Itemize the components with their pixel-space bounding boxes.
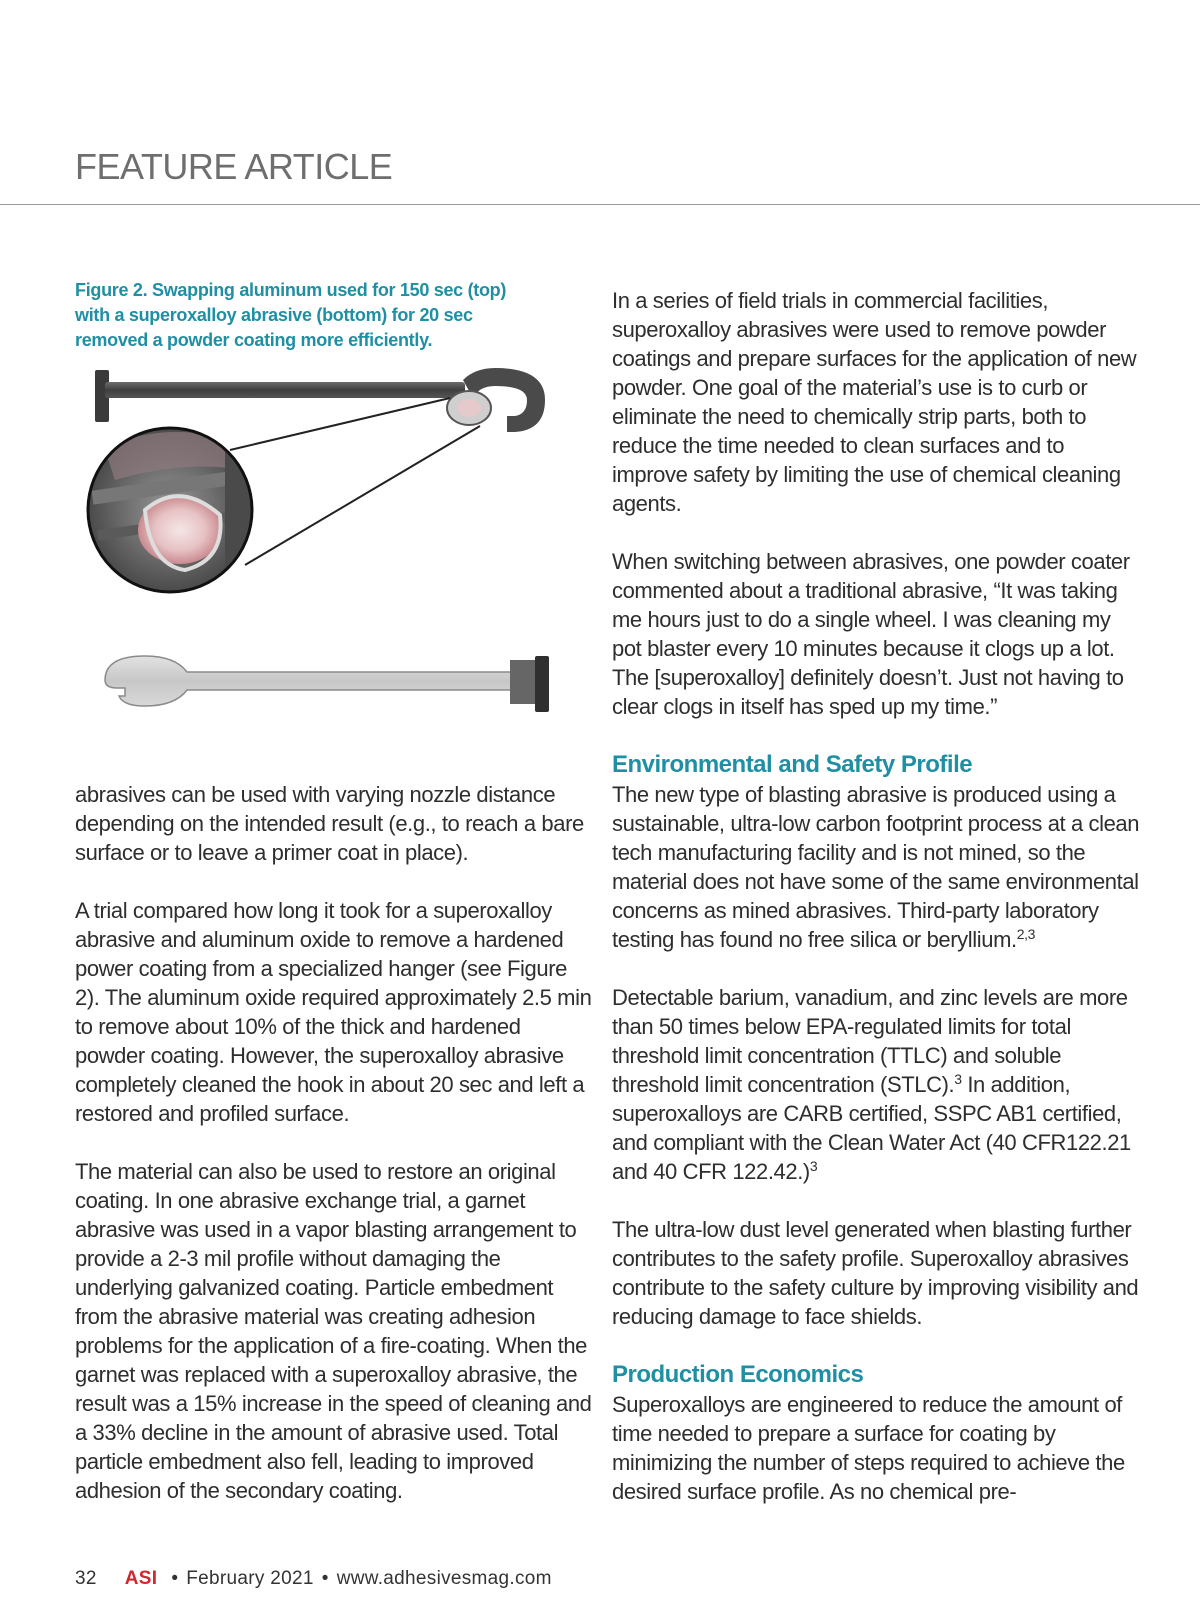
page-footer: 32 ASI • February 2021 • www.adhesivesmag.com bbox=[75, 1568, 552, 1589]
page-number: 32 bbox=[75, 1568, 97, 1589]
paragraph: When switching between abrasives, one powder coater commented about a traditional abrasive, “It was taking me hours just to do a single wheel. I was cleaning my pot blaster every 10 minutes because it clogs up a lot. The [superoxalloy] definitely doesn’t. Just not having to clear clogs in itself has sped up my time.” bbox=[612, 549, 1130, 719]
left-column bbox=[75, 780, 595, 1534]
website: www.adhesivesmag.com bbox=[336, 1568, 552, 1589]
paragraph: In a series of field trials in commercial facilities, superoxalloy abrasives were used to remove powder coatings and prepare surfaces for the application of new powder. One goal of the material’s use is to curb or eliminate the need to chemically strip parts, both to reduce the time needed to clean surfaces and to improve safety by limiting the use of chemical cleaning agents. bbox=[612, 288, 1137, 516]
footnote-ref: 2,3 bbox=[1016, 926, 1035, 942]
figure-caption: Figure 2. Swapping aluminum used for 150 sec (top) with a superoxalloy abrasive (bottom) for 20 sec removed a powder coating more efficiently. bbox=[75, 280, 507, 350]
section-heading: Environmental and Safety Profile bbox=[612, 751, 973, 778]
magazine-name: ASI bbox=[124, 1568, 158, 1589]
paragraph: Detectable barium, vanadium, and zinc levels are more than 50 times below EPA-regulated limits for total threshold limit concentration (TTLC) and soluble threshold limit concentration (STLC).$^3$ In addition, superoxalloys are CARB certified, SSPC AB1 certified, and compliant with the Clean Water Act (40 CFR122.21 and 40 CFR 122.42.)$^3$ bbox=[612, 985, 1131, 1184]
footnote-ref: 3 bbox=[809, 1158, 818, 1174]
issue-date: February 2021 bbox=[186, 1568, 314, 1589]
paragraph: The ultra-low dust level generated when blasting further contributes to the safety profile. Superoxalloy abrasives contribute to the safety culture by improving visibility and reducing damage to face shields. bbox=[612, 1217, 1139, 1329]
section-label: FEATURE ARTICLE bbox=[75, 146, 393, 187]
header-rule bbox=[0, 204, 1200, 205]
coated-hanger bbox=[95, 368, 545, 432]
right-column bbox=[612, 286, 1142, 1535]
paragraph: abrasives can be used with varying nozzle distance depending on the intended result (e.g., to reach a bare surface or to leave a primer coat in place). bbox=[75, 782, 584, 865]
section-heading: Production Economics bbox=[612, 1361, 864, 1388]
paragraph: A trial compared how long it took for a superoxalloy abrasive and aluminum oxide to remove a hardened power coating from a specialized hanger (see Figure 2). The aluminum oxide required approximately 2.5 min to remove about 10% of the thick and hardened powder coating. However, the superoxalloy abrasive completely cleaned the hook in about 20 sec and left a restored and profiled surface. bbox=[75, 898, 592, 1126]
zoom-detail bbox=[88, 428, 257, 592]
figure-2-photo bbox=[75, 360, 575, 750]
cleaned-hanger bbox=[105, 656, 549, 712]
paragraph: The material can also be used to restore an original coating. In one abrasive exchange trial, a garnet abrasive was used in a vapor blasting arrangement to provide a 2-3 mil profile without damaging the underlying galvanized coating. Particle embedment from the abrasive material was creating adhesion problems for the application of a fire-coating. When the garnet was replaced with a superoxalloy abrasive, the result was a 15% increase in the speed of cleaning and a 33% decline in the amount of abrasive used. Total particle embedment also fell, leading to improved adhesion of the secondary coating. bbox=[75, 1159, 592, 1503]
footnote-ref: 3 bbox=[954, 1071, 962, 1087]
paragraph: The new type of blasting abrasive is produced using a sustainable, ultra-low carbon footprint process at a clean tech manufacturing facility and is not mined, so the material does not have some of the same environmental concerns as mined abrasives. Third-party laboratory testing has found no free silica or beryllium.$^{2,3}$ bbox=[612, 782, 1140, 952]
paragraph: Superoxalloys are engineered to reduce the amount of time needed to prepare a surface for coating by minimizing the number of steps required to achieve the desired surface profile. As no chemical pre- bbox=[612, 1392, 1125, 1504]
